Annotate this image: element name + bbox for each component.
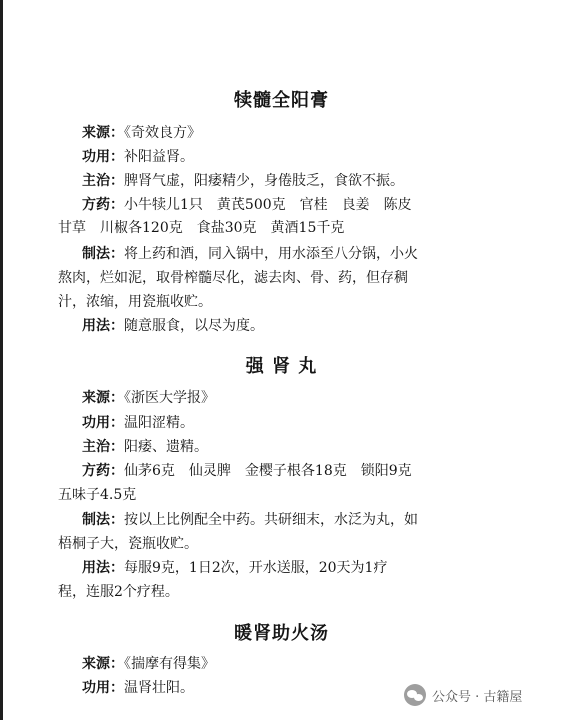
field-text: 将上药和酒，同入锅中，用水添至八分锅，小火 [124, 246, 418, 262]
entry-line [58, 269, 408, 287]
entry-line [82, 438, 208, 456]
wechat-icon [404, 684, 426, 706]
field-text: 每服9克，1日2次，开水送服，20天为1疗 [124, 560, 388, 576]
field-text: 小牛犊儿1只 黄芪500克 官桂 良姜 陈皮 [124, 197, 412, 213]
field-text: 仙茅6克 仙灵脾 金樱子根各18克 锁阳9克 [124, 463, 412, 479]
field-label: 制法： [82, 512, 124, 528]
entry-line [82, 511, 418, 529]
field-text: 脾肾气虚，阳痿精少，身倦肢乏，食欲不振。 [124, 173, 404, 189]
field-text: 随意服食，以尽为度。 [124, 318, 264, 334]
field-label: 方药： [82, 197, 124, 213]
field-label: 功用： [82, 149, 124, 165]
field-text: 按以上比例配全中药。共研细末，水泛为丸，如 [124, 512, 418, 528]
field-text: 阳痿、遗精。 [124, 439, 208, 455]
entry-line [82, 124, 201, 142]
field-label: 功用： [82, 415, 124, 431]
entry-line [58, 583, 179, 601]
field-text: 《揣摩有得集》 [124, 656, 215, 672]
field-label: 主治： [82, 439, 124, 455]
field-label: 来源： [82, 390, 124, 406]
entry-line [82, 172, 404, 190]
field-label: 来源： [82, 125, 124, 141]
field-text: 补阳益肾。 [124, 149, 194, 165]
field-text: 甘草 川椒各120克 食盐30克 黄酒15千克 [58, 220, 345, 236]
field-label: 制法： [82, 246, 124, 262]
entry-line [82, 317, 264, 335]
section-title: 犊髓全阳膏 [234, 90, 329, 111]
entry-line [82, 559, 387, 577]
entry-line [58, 293, 212, 311]
entry-line [82, 414, 194, 432]
field-text: 熬肉，烂如泥，取骨榨髓尽化，滤去肉、骨、药，但存稠 [58, 270, 408, 286]
entry-line [82, 462, 412, 480]
field-label: 用法： [82, 560, 124, 576]
field-text: 《浙医大学报》 [124, 390, 215, 406]
section-title: 暖肾助火汤 [234, 623, 329, 644]
field-text: 梧桐子大，瓷瓶收贮。 [58, 536, 198, 552]
field-text: 《奇效良方》 [124, 125, 201, 141]
entry-line [58, 486, 136, 504]
entry-line [58, 535, 198, 553]
entry-line [82, 389, 215, 407]
section-title: 强 肾 丸 [245, 356, 318, 377]
field-label: 方药： [82, 463, 124, 479]
entry-line [58, 219, 344, 237]
watermark-text: 公众号 · 古籍屋 [432, 689, 523, 705]
entry-line [82, 196, 412, 214]
field-text: 温肾壮阳。 [124, 680, 194, 696]
field-text: 五味子4.5克 [58, 487, 137, 503]
entry-line [82, 679, 194, 697]
field-text: 程，连服2个疗程。 [58, 584, 179, 600]
field-text: 温阳涩精。 [124, 415, 194, 431]
field-label: 功用： [82, 680, 124, 696]
field-label: 主治： [82, 173, 124, 189]
entry-line [82, 245, 418, 263]
entry-line [82, 655, 215, 673]
entry-line [82, 148, 194, 166]
field-label: 来源： [82, 656, 124, 672]
field-text: 汁，浓缩，用瓷瓶收贮。 [58, 294, 212, 310]
field-label: 用法： [82, 318, 124, 334]
watermark [404, 683, 522, 707]
